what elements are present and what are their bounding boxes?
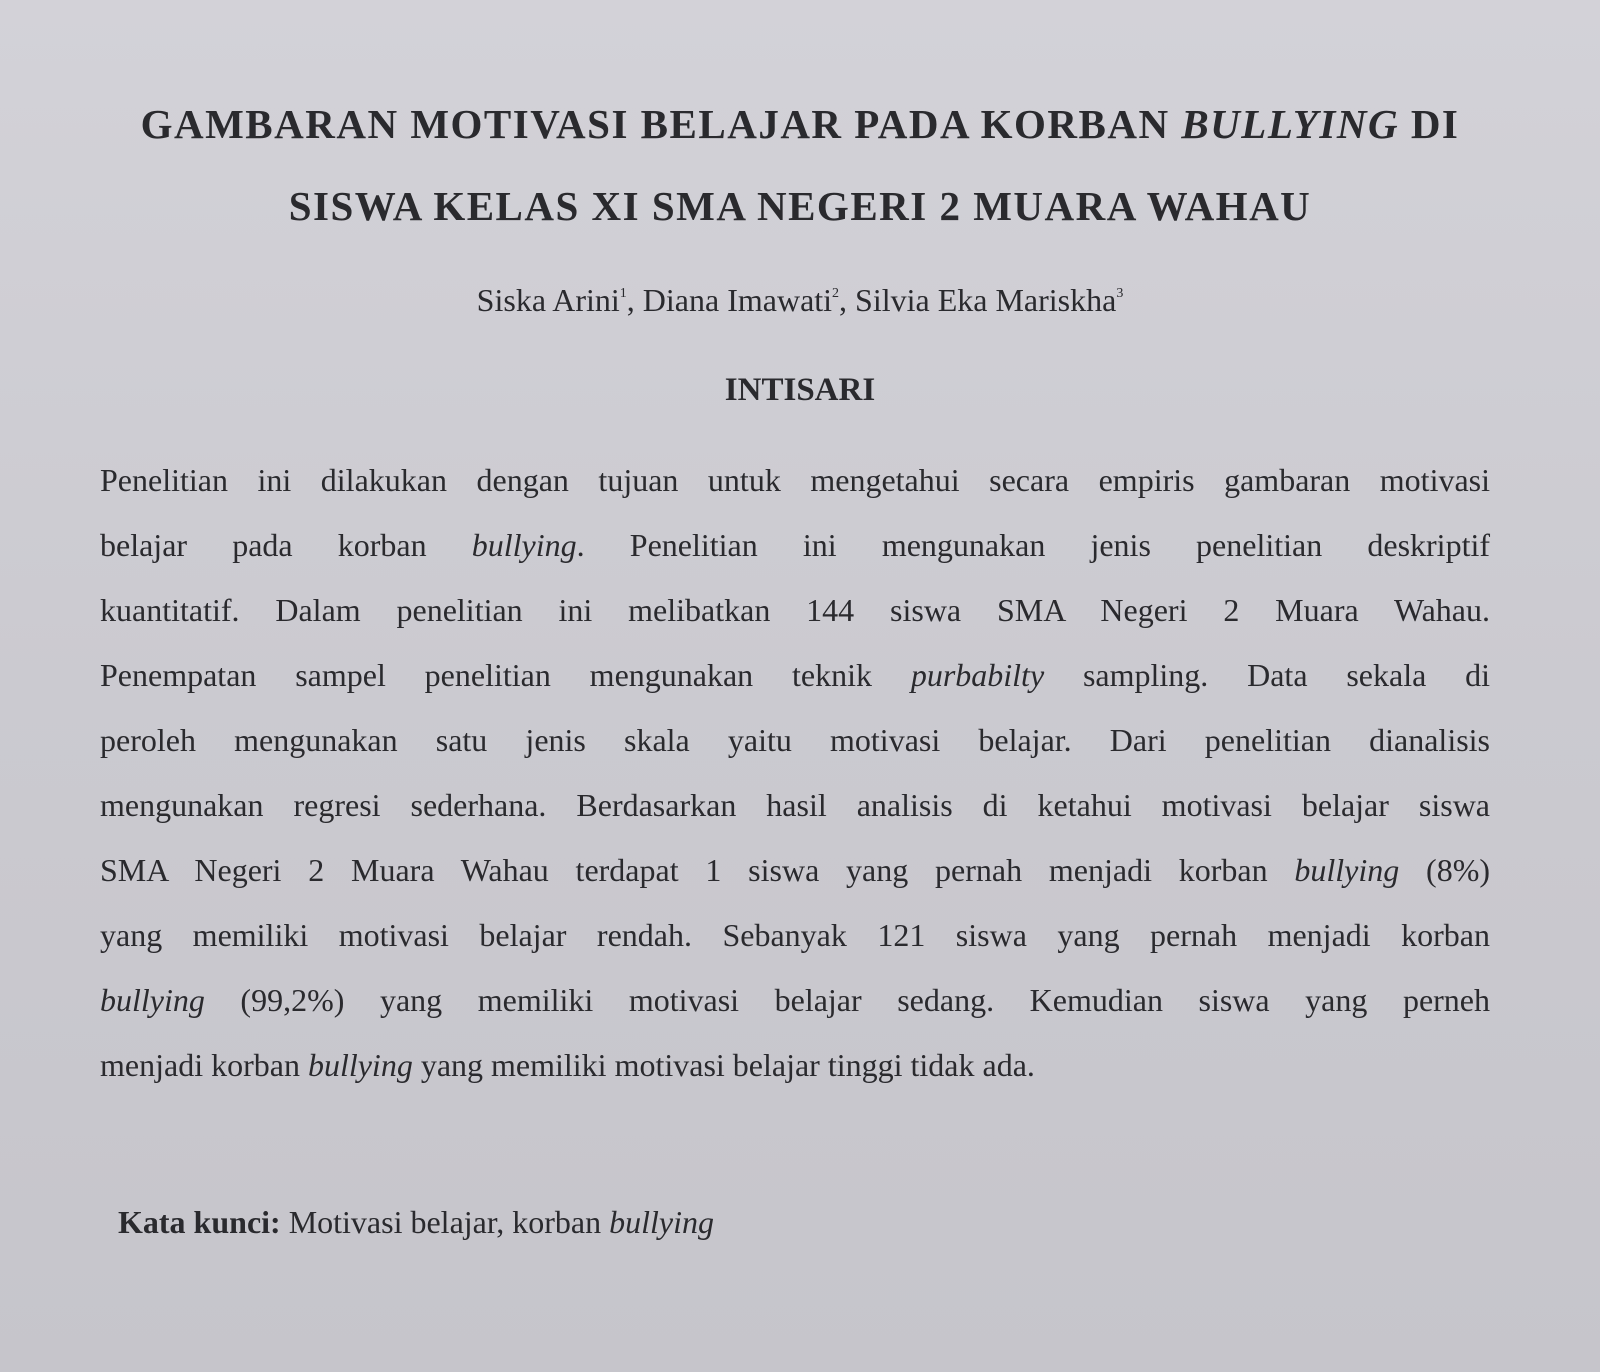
title-text: GAMBARAN MOTIVASI BELAJAR PADA KORBAN — [140, 101, 1182, 147]
abstract-text: Penempatan sampel penelitian mengunakan teknik — [100, 657, 911, 693]
abstract-text: sampling. Data sekala di — [1044, 657, 1491, 693]
author-3: Silvia Eka Mariskha — [855, 282, 1117, 318]
title-italic-term: BULLYING — [1181, 101, 1400, 147]
author-3-affiliation: 3 — [1116, 286, 1124, 301]
abstract-line: peroleh mengunakan satu jenis skala yaitu motivasi belajar. Dari penelitian dianalisis — [100, 722, 1490, 758]
title-text-end: DI — [1399, 101, 1460, 147]
abstract-line — [100, 513, 1490, 578]
abstract-line: kuantitatif. Dalam penelitian ini melibatkan 144 siswa SMA Negeri 2 Muara Wahau. — [100, 592, 1490, 628]
abstract-text: . Penelitian ini mengunakan jenis penelitian deskriptif — [576, 527, 1490, 563]
author-1-affiliation: 1 — [619, 286, 627, 301]
abstract-text: belajar pada korban — [100, 527, 472, 563]
abstract-italic-term: bullying — [471, 527, 577, 563]
abstract-line — [100, 1033, 1490, 1098]
keywords-italic-term: bullying — [609, 1204, 714, 1240]
title-line-1 — [80, 100, 1520, 148]
keywords-text: Motivasi belajar, korban — [280, 1204, 610, 1240]
abstract-text: SMA Negeri 2 Muara Wahau terdapat 1 siswa yang pernah menjadi korban — [100, 852, 1295, 888]
abstract-line: Penelitian ini dilakukan dengan tujuan untuk mengetahui secara empiris gambaran motivasi — [100, 462, 1490, 498]
abstract-line — [100, 968, 1490, 1033]
abstract-italic-term: purbabilty — [910, 657, 1045, 693]
title-line-2: SISWA KELAS XI SMA NEGERI 2 MUARA WAHAU — [288, 183, 1312, 229]
abstract-text: yang memiliki motivasi belajar tinggi tidak ada. — [412, 1047, 1035, 1083]
abstract-italic-term: bullying — [307, 1047, 413, 1083]
abstract-italic-term: bullying — [100, 982, 205, 1018]
abstract-italic-term: bullying — [1294, 852, 1400, 888]
abstract-body — [100, 448, 1490, 1098]
abstract-line — [100, 838, 1490, 903]
abstract-text: menjadi korban — [100, 1047, 308, 1083]
author-list — [0, 282, 1600, 319]
abstract-text: (99,2%) yang memiliki motivasi belajar sedang. Kemudian siswa yang perneh — [204, 982, 1490, 1018]
author-2-affiliation: 2 — [832, 286, 840, 301]
author-1: Siska Arini — [476, 282, 620, 318]
keywords-label: Kata kunci: — [118, 1204, 281, 1240]
author-separator: , — [839, 282, 856, 318]
abstract-line — [100, 643, 1490, 708]
abstract-heading: INTISARI — [724, 372, 876, 408]
author-separator: , — [626, 282, 643, 318]
keywords — [118, 1204, 714, 1241]
abstract-line: mengunakan regresi sederhana. Berdasarkan hasil analisis di ketahui motivasi belajar siswa — [100, 787, 1490, 823]
author-2: Diana Imawati — [642, 282, 833, 318]
abstract-text: (8%) — [1399, 852, 1490, 888]
abstract-line: yang memiliki motivasi belajar rendah. Sebanyak 121 siswa yang pernah menjadi korban — [100, 917, 1490, 953]
